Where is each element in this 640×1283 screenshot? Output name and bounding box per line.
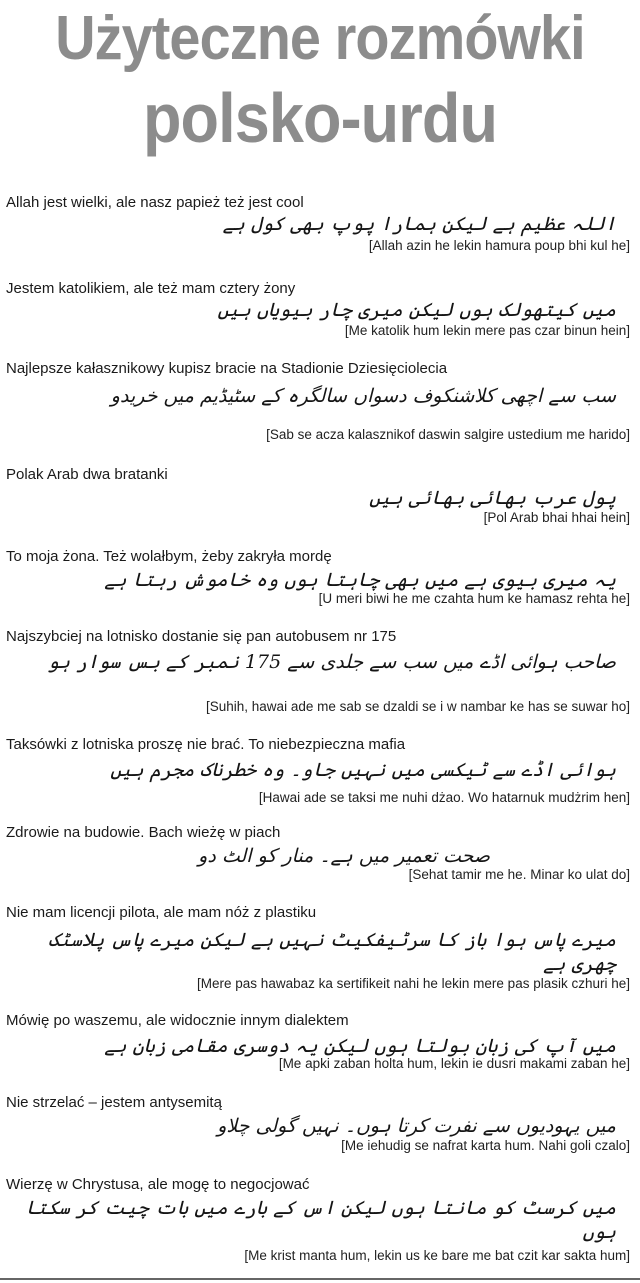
urdu-handwriting: سب سے اچھی کلاشنکوف دسواں سالگرہ کے سٹیڈیم میں خریدو [110, 385, 616, 407]
urdu-handwriting: پول عرب بھائی بھائی ہیں [369, 487, 616, 509]
urdu-handwriting: صحت تعمیر میں ہے۔ منار کو الٹ دو [198, 845, 490, 867]
polish-phrase: Najszybciej na lotnisko dostanie się pan autobusem nr 175 [6, 628, 397, 645]
polish-phrase: Zdrowie na budowie. Bach wieżę w piach [6, 824, 281, 841]
polish-phrase: Polak Arab dwa bratanki [6, 466, 168, 483]
polish-phrase: Mówię po waszemu, ale widocznie innym dialektem [6, 1012, 349, 1029]
urdu-handwriting: صاحب ہوائی اڈے میں سب سے جلدی سے 175 نمبر کے بس سوار ہو [47, 651, 616, 673]
urdu-handwriting: میں آپ کی زبان بولتا ہوں لیکن یہ دوسری مقامی زبان ہے [104, 1035, 616, 1057]
transliteration: [Sehat tamir me he. Minar ko ulat do] [408, 867, 630, 882]
transliteration: [Pol Arab bhai hhai hein] [483, 510, 630, 525]
transliteration: [Mere pas hawabaz ka sertifikeit nahi he lekin mere pas plasik czhuri he] [197, 976, 630, 991]
transliteration: [Allah azin he lekin hamura poup bhi kul he] [368, 238, 630, 253]
transliteration: [U meri biwi he me czahta hum ke hamasz rehta he] [318, 591, 630, 606]
transliteration: [Me krist manta hum, lekin us ke bare me bat czit kar sakta hum] [244, 1248, 630, 1263]
urdu-handwriting: میں کرسٹ کو مانتا ہوں لیکن اس کے بارے میں بات چیت کر سکتا ہوں [25, 1197, 616, 1243]
transliteration: [Hawai ade se taksi me nuhi dżao. Wo hatarnuk mudżrim hen] [258, 790, 630, 805]
title-line-1: Użyteczne rozmówki [55, 4, 585, 73]
polish-phrase: Nie strzelać – jestem antysemitą [6, 1094, 222, 1111]
polish-phrase: To moja żona. Też wolałbym, żeby zakryła mordę [6, 548, 332, 565]
transliteration: [Suhih, hawai ade me sab se dzaldi se i w nambar ke has se suwar ho] [206, 699, 630, 714]
polish-phrase: Jestem katolikiem, ale też mam cztery żony [6, 280, 296, 297]
title-line-2: polsko-urdu [142, 79, 498, 157]
transliteration: [Sab se acza kalasznikof daswin salgire ustedium me harido] [266, 427, 630, 442]
urdu-handwriting: یہ میری بیوی ہے میں بھی چاہتا ہوں وہ خاموش رہتا ہے [104, 569, 616, 591]
urdu-handwriting: میں کیتھولک ہوں لیکن میری چار بیویاں ہیں [217, 299, 616, 321]
urdu-handwriting: میرے پاس ہوا باز کا سرٹیفکیٹ نہیں ہے لیکن میرے پاس پلاسٹک چھری ہے [48, 929, 616, 975]
polish-phrase: Najlepsze kałasznikowy kupisz bracie na Stadionie Dziesięciolecia [6, 360, 448, 377]
bottom-border [0, 1278, 640, 1280]
transliteration: [Me katolik hum lekin mere pas czar binun hein] [344, 323, 630, 338]
urdu-handwriting: اللہ عظیم ہے لیکن ہمارا پوپ بھی کول ہے [222, 213, 616, 235]
polish-phrase: Wierzę w Chrystusa, ale mogę to negocjować [6, 1176, 310, 1193]
transliteration: [Me iehudig se nafrat karta hum. Nahi goli czalo] [341, 1138, 630, 1153]
polish-phrase: Nie mam licencji pilota, ale mam nóż z plastiku [6, 904, 317, 921]
urdu-handwriting: ہوائی اڈے سے ٹیکسی میں نہیں جاو۔ وہ خطرناک مجرم ہیں [110, 759, 616, 781]
polish-phrase: Allah jest wielki, ale nasz papież też jest cool [6, 194, 304, 211]
transliteration: [Me apki zaban holta hum, lekin ie dusri makami zaban he] [278, 1056, 630, 1071]
polish-phrase: Taksówki z lotniska proszę nie brać. To niebezpieczna mafia [6, 736, 406, 753]
urdu-handwriting: میں یہودیوں سے نفرت کرتا ہوں۔ نہیں گولی چلاو [217, 1115, 616, 1137]
